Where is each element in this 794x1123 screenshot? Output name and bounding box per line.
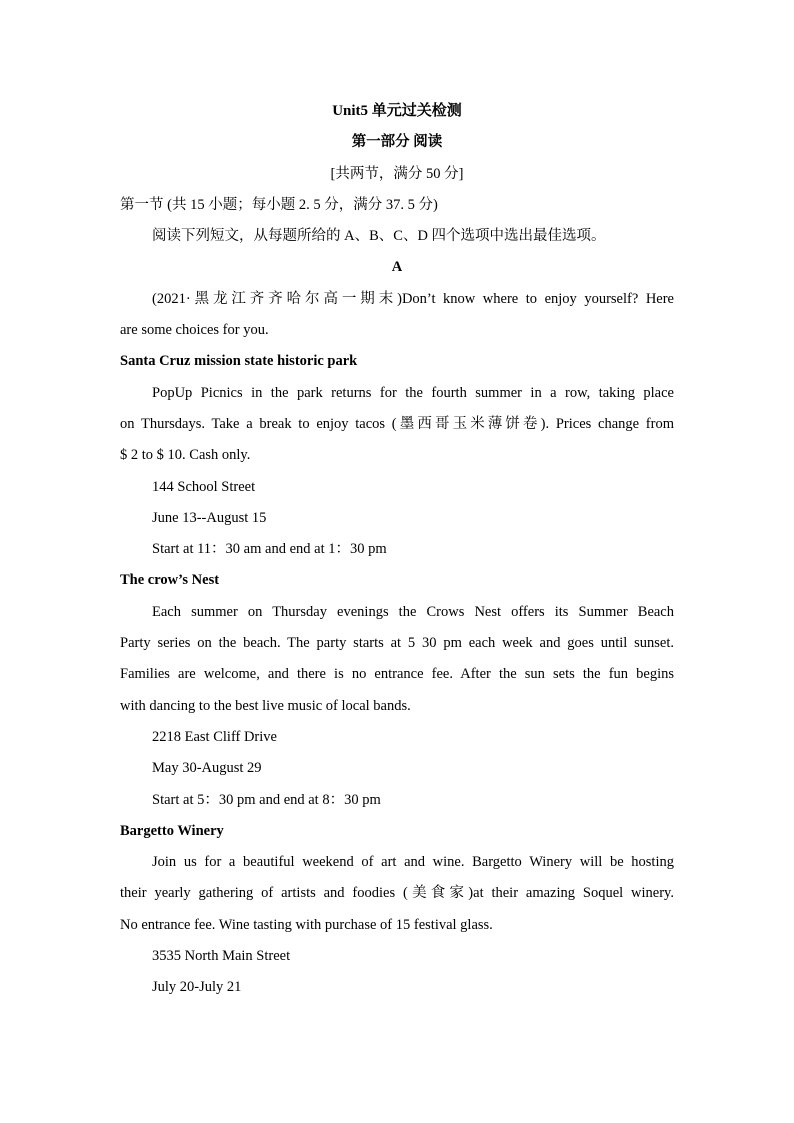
part-heading: 第一部分 阅读 [351, 134, 443, 151]
venue-desc-line: $ 2 to $ 10. Cash only. [120, 447, 251, 464]
section-label: 第一节 (共 15 小题；每小题 2. 5 分，满分 37. 5 分) [120, 196, 438, 213]
document-title: Unit5 单元过关检测 [332, 103, 462, 119]
venue-time: Start at 5：30 pm and end at 8：30 pm [152, 791, 381, 808]
venue-desc-line: Each summer on Thursday evenings the Crows Nest offers its Summer Beach [152, 603, 674, 620]
venue-desc-line: on Thursdays. Take a break to enjoy tacos (墨西哥玉米薄饼卷). Prices change from [120, 415, 674, 432]
venue-desc-line: their yearly gathering of artists and foodies (美食家)at their amazing Soquel winery. [120, 885, 674, 902]
part-score-note: [共两节，满分 50 分] [330, 165, 464, 182]
venue-time: Start at 11：30 am and end at 1：30 pm [152, 541, 387, 558]
intro-line-1: (2021·黑龙江齐齐哈尔高一期末)Don’t know where to enjoy yourself? Here [152, 290, 674, 307]
venue-desc-line: Party series on the beach. The party starts at 5 30 pm each week and goes until sunset. [120, 635, 674, 652]
venue-desc-line: Families are welcome, and there is no entrance fee. After the sun sets the fun begins [120, 666, 674, 683]
venue-address: 3535 North Main Street [152, 948, 291, 965]
venue-address: 2218 East Cliff Drive [152, 728, 277, 745]
venue-name: Bargetto Winery [120, 822, 224, 839]
venue-dates: June 13--August 15 [152, 509, 267, 526]
venue-dates: May 30-August 29 [152, 760, 262, 777]
venue-desc-line: PopUp Picnics in the park returns for the fourth summer in a row, taking place [152, 384, 674, 401]
venue-address: 144 School Street [152, 478, 256, 495]
intro-line-2: are some choices for you. [120, 322, 269, 339]
document-page [120, 96, 674, 1004]
venue-desc-line: No entrance fee. Wine tasting with purchase of 15 festival glass. [120, 916, 493, 933]
venue-desc-line: Join us for a beautiful weekend of art and wine. Bargetto Winery will be hosting [152, 854, 674, 871]
venue-desc-line: with dancing to the best live music of local bands. [120, 697, 411, 714]
venue-name: Santa Cruz mission state historic park [120, 353, 358, 370]
venue-name: The crow’s Nest [120, 572, 220, 589]
instruction-text: 阅读下列短文，从每题所给的 A、B、C、D 四个选项中选出最佳选项。 [152, 228, 606, 245]
passage-label: A [391, 259, 403, 276]
venue-dates: July 20-July 21 [152, 979, 242, 996]
